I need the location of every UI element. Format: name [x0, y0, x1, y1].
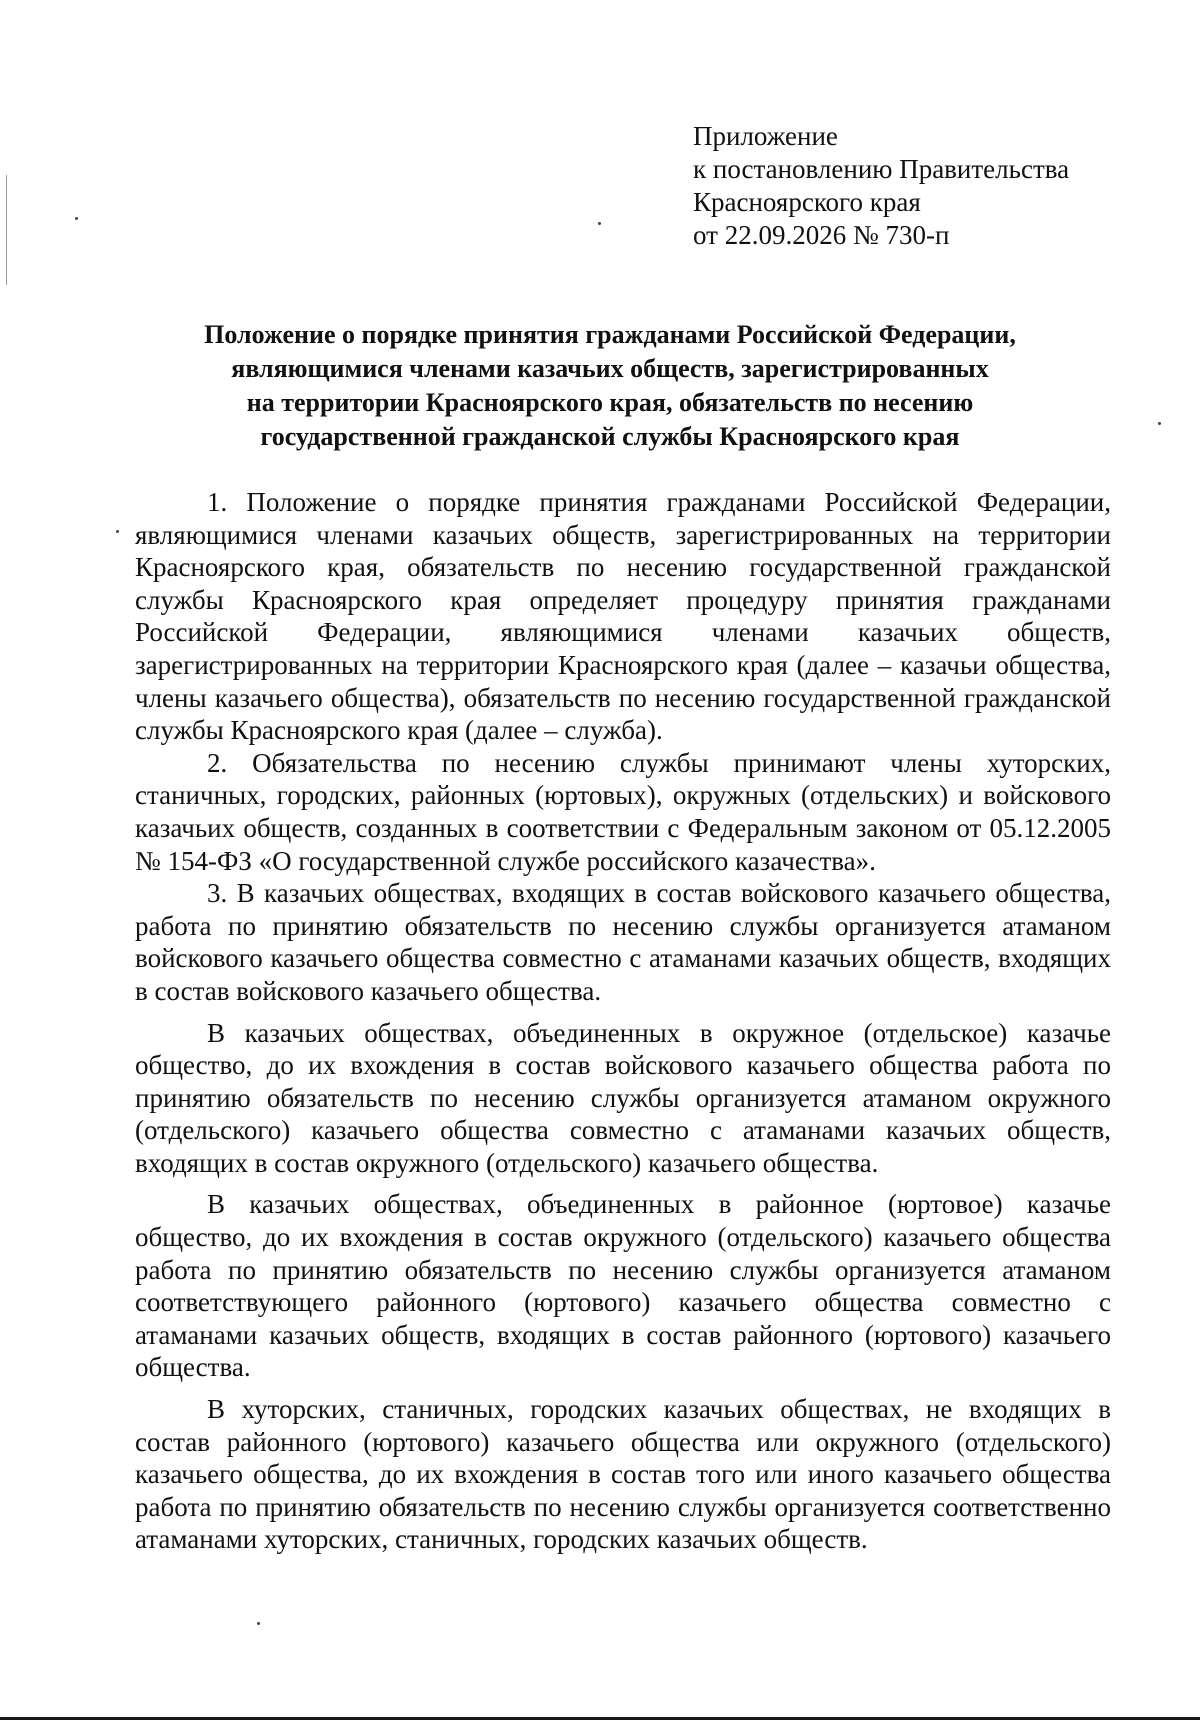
appendix-label: Приложение [693, 121, 838, 151]
appendix-reference: к постановлению Правительства [693, 154, 1070, 184]
scan-speck [1158, 422, 1161, 425]
appendix-date-number: от 22.09.2026 № 730-п [693, 220, 950, 250]
scan-edge-line [6, 175, 7, 285]
document-title [130, 318, 1090, 454]
paragraph-3: 3. В казачьих обществах, входящих в состав войскового казачьего общества, работа по принятию обязательств по несению службы организуется атаманом войскового казачьего общества совместно с атаманами казачьих обществ, входящих в состав войскового казачьего общества. [135, 878, 1111, 1006]
document-body [135, 486, 1111, 1556]
title-line: на территории Красноярского края, обязательств по несению [246, 388, 974, 417]
appendix-region: Красноярского края [693, 187, 921, 217]
scan-speck [257, 1622, 260, 1625]
paragraph-2: 2. Обязательства по несению службы принимают члены хуторских, станичных, городских, районных (юртовых), окружных (отдельских) и войскового казачьих обществ, созданных в соответствии с Федеральным законом от 05.12.2005 № 154-ФЗ «О государственной службе российского казачества». [135, 747, 1111, 876]
title-line: государственной гражданской службы Красноярского края [260, 422, 960, 451]
scan-speck [75, 217, 78, 220]
paragraph-3-okrug: В казачьих обществах, объединенных в окружное (отдельское) казачье общество, до их вхождения в состав войскового казачьего общества работа по принятию обязательств по несению службы организуется атаманом окружного (отдельского) казачьего общества совместно с атаманами казачьих обществ, входящих в состав окружного (отдельского) казачьего общества. [135, 1017, 1111, 1178]
appendix-header [693, 120, 1069, 252]
paragraph-3-raion: В казачьих обществах, объединенных в районное (юртовое) казачье общество, до их вхождения в состав окружного (отдельского) казачьего общества работа по принятию обязательств по несению службы организуется атаманом соответствующего районного (юртового) казачьего общества совместно с атаманами казачьих обществ, входящих в состав районного (юртового) казачьего общества. [135, 1189, 1111, 1383]
title-line: Положение о порядке принятия гражданами Российской Федерации, [204, 320, 1016, 349]
scan-bottom-edge [0, 1717, 1200, 1720]
scan-speck [116, 530, 119, 533]
scan-speck [598, 222, 601, 225]
paragraph-1: 1. Положение о порядке принятия гражданами Российской Федерации, являющимися членами казачьих обществ, зарегистрированных на территории Красноярского края, обязательств по несению государственной гражданской службы Красноярского края определяет процедуру принятия гражданами Российской Федерации, являющимися членами казачьих обществ, зарегистрированных на территории Красноярского края (далее – казачьи общества, члены казачьего общества), обязательств по несению государственной гражданской службы Красноярского края (далее – служба). [135, 487, 1111, 746]
paragraph-3-khutor: В хуторских, станичных, городских казачьих обществах, не входящих в состав районного (юртового) казачьего общества или окружного (отдельского) казачьего общества, до их вхождения в состав того или иного казачьего общества работа по принятию обязательств по несению службы организуется соответственно атаманами хуторских, станичных, городских казачьих обществ. [135, 1394, 1111, 1555]
title-line: являющимися членами казачьих обществ, зарегистрированных [231, 354, 989, 383]
